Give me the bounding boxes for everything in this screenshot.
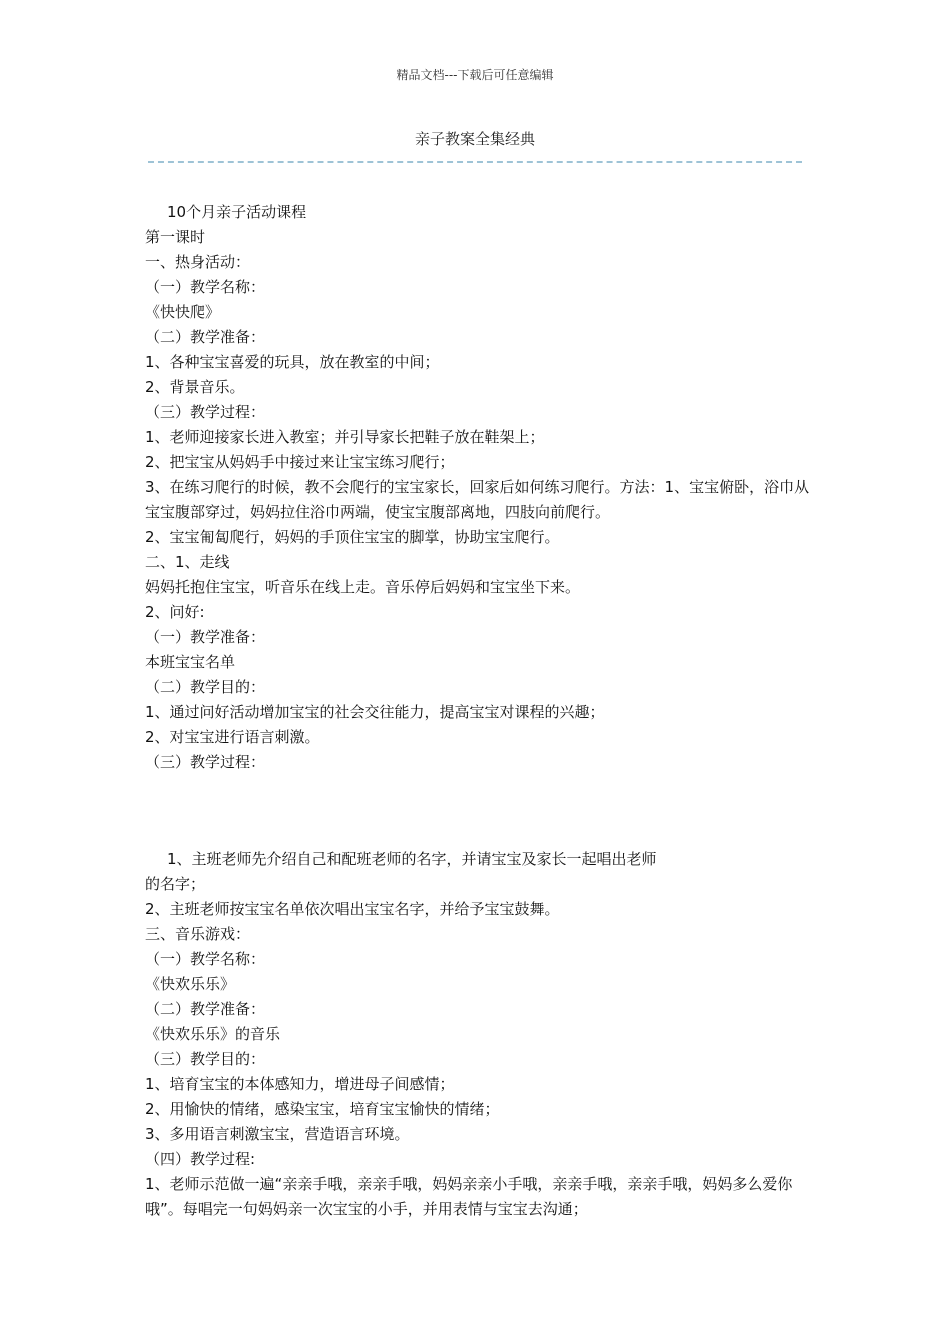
paragraph-line: 3、多用语言刺激宝宝，营造语言环境。	[145, 1125, 410, 1143]
paragraph-line: 1、老师迎接家长进入教室；并引导家长把鞋子放在鞋架上；	[145, 428, 545, 446]
paragraph-line: 《快快爬》	[145, 303, 221, 321]
paragraph-line: （一）教学名称：	[145, 950, 266, 968]
paragraph-line: （三）教学目的：	[145, 1050, 266, 1068]
paragraph-line: 1、主班老师先介绍自己和配班老师的名字，并请宝宝及家长一起唱出老师	[167, 850, 657, 868]
paragraph-line: 1、通过问好活动增加宝宝的社会交往能力，提高宝宝对课程的兴趣；	[145, 703, 605, 721]
paragraph-line: 二、1、走线	[145, 553, 230, 571]
document-title: 亲子教案全集经典	[414, 130, 535, 148]
paragraph-line: （一）教学名称：	[145, 278, 266, 296]
page-header-note: 精品文档---下载后可任意编辑	[396, 68, 554, 82]
paragraph-line: 3、在练习爬行的时候，教不会爬行的宝宝家长，回家后如何练习爬行。方法：1、宝宝俯卧，浴巾从宝宝腹部穿过，妈妈拉住浴巾两端，使宝宝腹部离地，四肢向前爬行。	[145, 478, 810, 521]
paragraph-line: 2、用愉快的情绪，感染宝宝，培育宝宝愉快的情绪；	[145, 1100, 500, 1118]
paragraph-line: 2、背景音乐。	[145, 378, 245, 396]
paragraph-line: 一、热身活动：	[145, 253, 251, 271]
paragraph-line: 1、老师示范做一遍“亲亲手哦，亲亲手哦，妈妈亲亲小手哦，亲亲手哦，亲亲手哦，妈妈多么爱你哦”。每唱完一句妈妈亲一次宝宝的小手，并用表情与宝宝去沟通；	[145, 1175, 793, 1218]
body-section-2	[145, 847, 813, 1222]
paragraph-line: 《快欢乐乐》	[145, 975, 236, 993]
paragraph-line: 2、把宝宝从妈妈手中接过来让宝宝练习爬行；	[145, 453, 455, 471]
paragraph-line: 2、主班老师按宝宝名单依次唱出宝宝名字，并给予宝宝鼓舞。	[145, 900, 560, 918]
paragraph-line: 的名字；	[145, 875, 206, 893]
paragraph-line: （二）教学准备：	[145, 1000, 266, 1018]
body-section-1	[145, 200, 813, 775]
paragraph-line: 10个月亲子活动课程	[167, 203, 307, 221]
paragraph-line: 本班宝宝名单	[145, 653, 236, 671]
paragraph-line: （三）教学过程：	[145, 403, 266, 421]
paragraph-line: （三）教学过程：	[145, 753, 266, 771]
paragraph-line: 三、音乐游戏：	[145, 925, 251, 943]
paragraph-line: （二）教学目的：	[145, 678, 266, 696]
paragraph-line: 妈妈托抱住宝宝，听音乐在线上走。音乐停后妈妈和宝宝坐下来。	[145, 578, 581, 596]
paragraph-line: 2、宝宝匍匐爬行，妈妈的手顶住宝宝的脚掌，协助宝宝爬行。	[145, 528, 560, 546]
paragraph-line: 第一课时	[145, 228, 206, 246]
paragraph-line: 2、对宝宝进行语言刺激。	[145, 728, 320, 746]
paragraph-line: 《快欢乐乐》的音乐	[145, 1025, 281, 1043]
paragraph-line: （四）教学过程:	[145, 1150, 256, 1168]
paragraph-line: （一）教学准备：	[145, 628, 266, 646]
paragraph-line: 1、各种宝宝喜爱的玩具，放在教室的中间；	[145, 353, 440, 371]
title-divider	[148, 161, 802, 163]
paragraph-line: 1、培育宝宝的本体感知力，增进母子间感情；	[145, 1075, 455, 1093]
paragraph-line: （二）教学准备：	[145, 328, 266, 346]
paragraph-line: 2、问好:	[145, 603, 205, 621]
